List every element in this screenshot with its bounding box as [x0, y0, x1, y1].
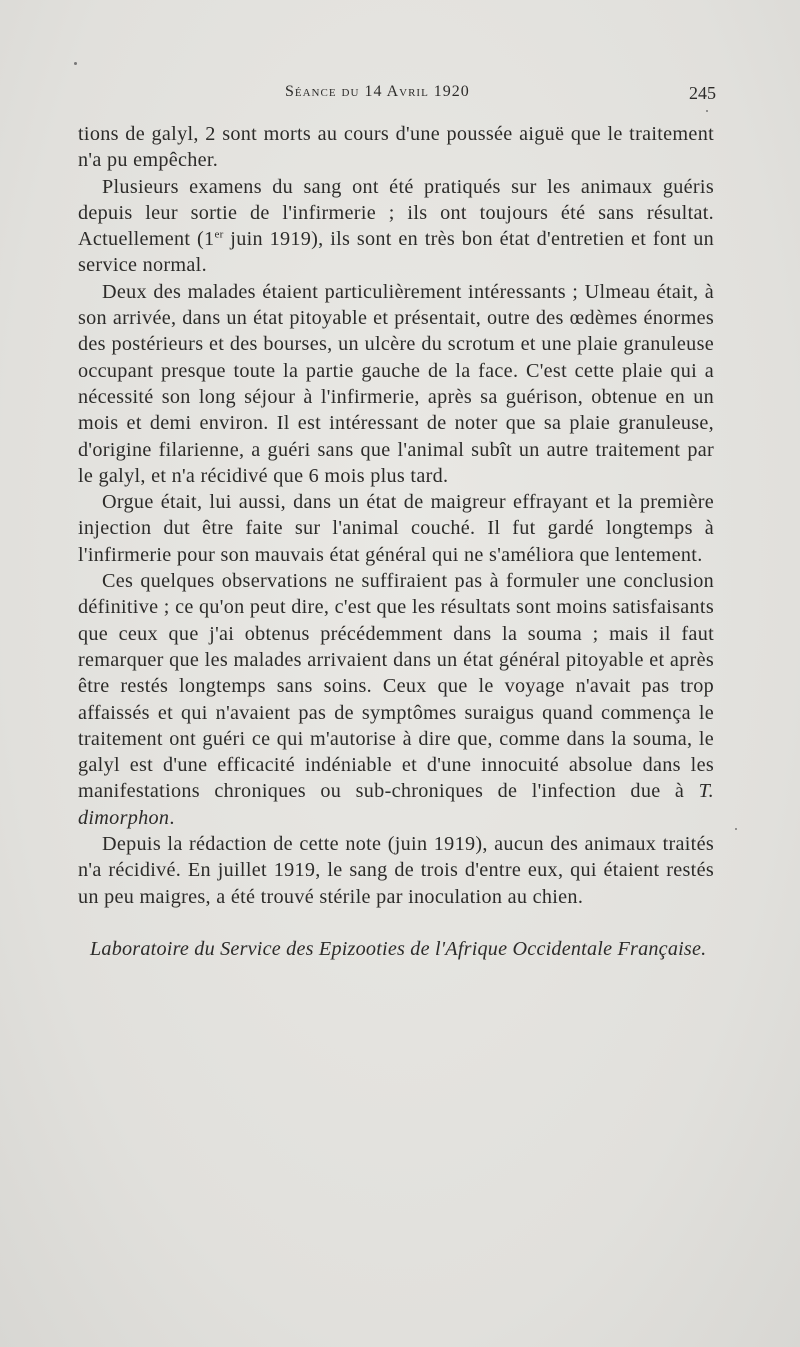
paragraph-ulmeau: Deux des malades étaient particulièrement intéressants ; Ulmeau était, à son arrivée, dans un état pitoyable et présentait, outre des œdèmes énormes des postérieurs et des bourses, un ulcère du scrotum et une plaie granuleuse occupant presque toute la partie gauche de la face. C'est cette plaie qui a nécessité son long séjour à l'infirmerie, après sa guérison, obtenue en un mois et demi environ. Il est intéressant de noter que sa plaie granuleuse, d'origine filarienne, a guéri sans que l'animal subît un autre traitement par le galyl, et n'a récidivé que 6 mois plus tard. [78, 280, 714, 487]
paragraph-text: . [169, 806, 175, 829]
paragraph-conclusion [78, 568, 714, 831]
paragraph-text: juin 1919), ils sont en très bon état d'entretien et font un service normal. [78, 228, 714, 277]
body-text [78, 121, 714, 962]
paragraph-blood-exams [78, 174, 714, 279]
species-name: T. dimorphon [78, 780, 714, 829]
paragraph-continuation: tions de galyl, 2 sont morts au cours d'une poussée aiguë que le traitement n'a pu empêcher. [78, 123, 714, 172]
page-header [80, 83, 716, 109]
running-head: Séance du 14 Avril 1920 [285, 83, 470, 100]
paragraph-orgue: Orgue était, lui aussi, dans un état de maigreur effrayant et la première injection dut être faite sur l'animal couché. Il fut gardé longtemps à l'infirmerie pour son mauvais état général qui ne s'améliora que lentement. [78, 491, 714, 566]
page-number: 245 [689, 83, 716, 103]
paper-speck [706, 110, 708, 112]
paragraph-text: Ces quelques observations ne suffiraient pas à formuler une conclusion définitive ; ce qu'on peut dire, c'est que les résultats sont moins satisfaisants que ceux que j'ai obtenus précédemment dans la souma ; mais il faut remarquer que les malades arrivaient dans un état général pitoyable et après être restés longtemps sans soins. Ceux que le voyage n'avait pas trop affaissés et qui n'avaient pas de symptômes suraigus quand commença le traitement ont guéri ce qui m'autorise à dire que, comme dans la souma, le galyl est d'une efficacité indéniable et d'une innocuité absolue dans les manifestations chroniques ou sub-chroniques de l'infection due à [78, 570, 714, 803]
superscript: er [214, 228, 224, 241]
paragraph-text: Plusieurs examens du sang ont été pratiqués sur les animaux guéris depuis leur sortie de l'infirmerie ; ils ont toujours été sans résultat. Actuellement (1 [78, 175, 714, 251]
paper-speck [735, 828, 737, 830]
affiliation: Laboratoire du Service des Epizooties de l'Afrique Occidentale Française. [90, 937, 707, 960]
paragraph-follow-up: Depuis la rédaction de cette note (juin 1919), aucun des animaux traités n'a récidivé. En juillet 1919, le sang de trois d'entre eux, qui étaient restés un peu maigres, a été trouvé stérile par inoculation au chien. [78, 833, 714, 908]
paper-speck [74, 62, 77, 65]
spacer [78, 910, 714, 936]
